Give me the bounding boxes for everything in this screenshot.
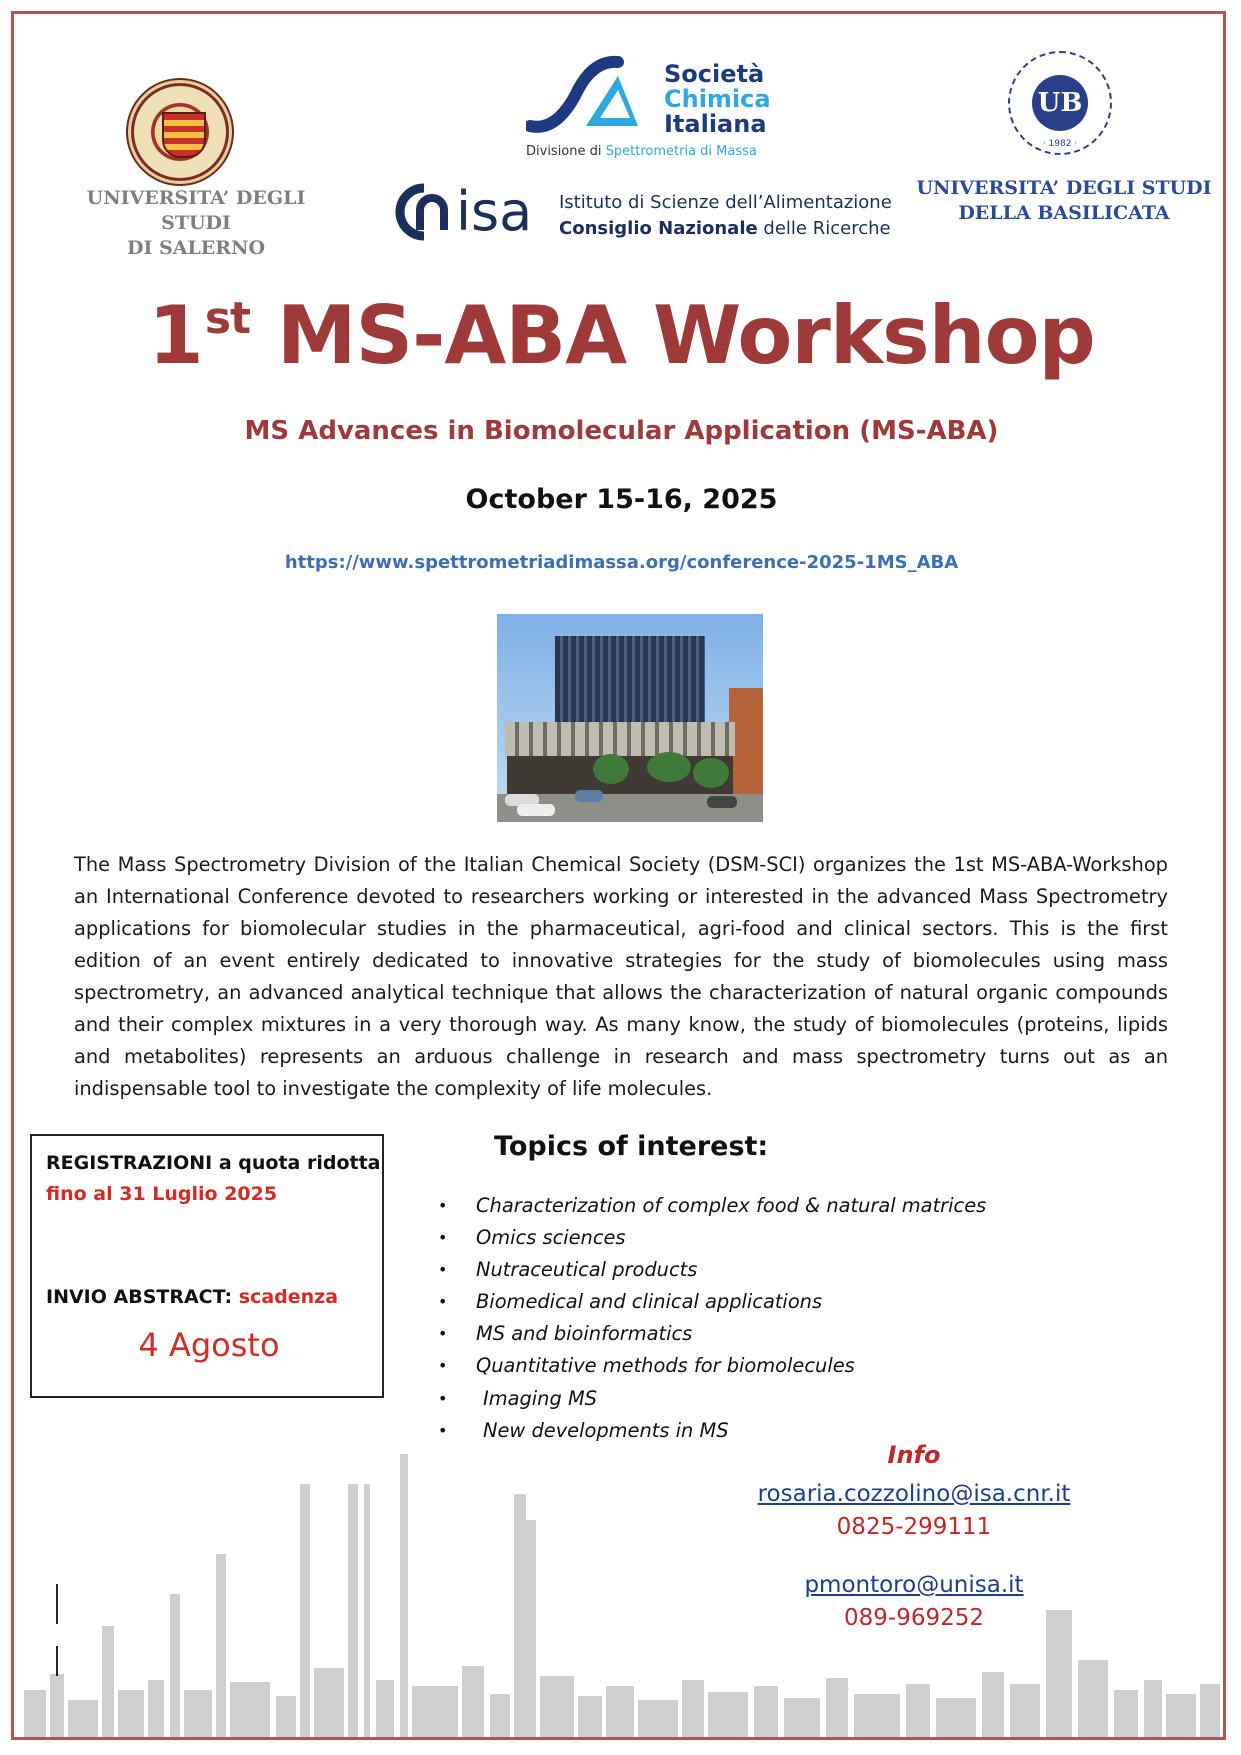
topic-item — [434, 1222, 986, 1254]
topic-label: Imaging MS — [483, 1386, 597, 1410]
poster — [11, 11, 1226, 1740]
registration-line-2: fino al 31 Luglio 2025 — [46, 1183, 278, 1205]
bullet-icon: • — [438, 1356, 448, 1376]
contact-phone-1: 0825-299111 — [836, 1514, 992, 1540]
sci-name-line-2: Chimica — [664, 85, 771, 113]
contact-email-2-link[interactable]: pmontoro@unisa.it — [804, 1572, 1024, 1598]
event-title-rest: MS-ABA Workshop — [250, 289, 1095, 382]
bullet-icon: • — [438, 1324, 448, 1344]
abstract-deadline-label — [46, 1286, 338, 1308]
building-photo — [497, 614, 763, 822]
topic-item — [434, 1383, 986, 1415]
topic-item — [434, 1254, 986, 1286]
sci-name — [664, 62, 771, 137]
topic-label: Biomedical and clinical applications — [476, 1290, 823, 1314]
event-title-ordinal: st — [204, 293, 251, 344]
contact-email-1-link[interactable]: rosaria.cozzolino@isa.cnr.it — [757, 1481, 1071, 1507]
contact-phone-2: 089-969252 — [844, 1605, 984, 1631]
topics-list — [434, 1190, 986, 1447]
sci-division-highlight: Spettrometria di Massa — [605, 144, 757, 159]
event-title-number: 1 — [148, 289, 203, 382]
unibas-name — [914, 176, 1214, 226]
info-heading: Info — [887, 1441, 941, 1469]
sci-division-prefix: Divisione di — [526, 144, 606, 159]
topic-label: Omics sciences — [476, 1226, 626, 1250]
unibas-monogram: UB — [1032, 75, 1088, 131]
abstract-label: INVIO ABSTRACT: — [46, 1286, 239, 1308]
topic-label: MS and bioinformatics — [476, 1322, 693, 1346]
isa-name-line-2-bold: Consiglio Nazionale — [559, 218, 758, 239]
topic-item — [434, 1286, 986, 1318]
event-description: The Mass Spectrometry Division of the Italian Chemical Society (DSM-SCI) organizes the 1st MS-ABA-Workshop an International Conference devoted to researchers working or interested in the advanced Mass Spectrometry applications for biomolecular studies in the pharmaceutical, agri-food and clinical sectors. This is the first edition of an event entirely dedicated to innovative strategies for the study of biomolecules using mass spectrometry, an advanced analytical technique that allows the characterization of natural organic compounds and their complex mixtures in a very thorough way. As many know, the study of biomolecules (proteins, lipids and metabolites) represents an arduous challenge in research and mass spectrometry turns out as an indispensable tool to investigate the complexity of life molecules. — [74, 853, 1168, 1100]
isa-name — [559, 190, 892, 242]
event-title — [14, 269, 1226, 386]
bullet-icon: • — [438, 1228, 448, 1248]
bullet-icon: • — [438, 1420, 448, 1440]
abstract-deadline-word: scadenza — [238, 1286, 339, 1308]
topics-title: Topics of interest: — [494, 1131, 769, 1162]
isa-mark-text: isa — [456, 180, 533, 242]
event-url-link[interactable]: https://www.spettrometriadimassa.org/conference-2025-1MS_ABA — [284, 552, 959, 573]
bullet-icon: • — [438, 1196, 448, 1215]
topic-label: Nutraceutical products — [476, 1258, 698, 1282]
isa-cnr-logo-mark — [394, 180, 550, 242]
sci-logo-mark — [526, 54, 644, 144]
topic-item — [434, 1350, 986, 1382]
unibas-year: · 1982 · — [1042, 139, 1078, 149]
isa-name-line-1: Istituto di Scienze dell’Alimentazione — [559, 192, 892, 213]
unibas-name-line-2: DELLA BASILICATA — [958, 202, 1170, 224]
registration-box — [30, 1134, 384, 1398]
abstract-deadline-date: 4 Agosto — [138, 1326, 280, 1364]
unibas-seal-logo — [1008, 51, 1112, 155]
sci-division — [526, 144, 757, 159]
sci-name-line-1: Società — [664, 60, 765, 88]
unisa-seal-logo — [126, 78, 234, 186]
bullet-icon: • — [438, 1292, 448, 1312]
bullet-icon: • — [438, 1388, 448, 1408]
unisa-name-line-1: UNIVERSITA’ DEGLI STUDI — [86, 187, 306, 234]
topic-label: New developments in MS — [483, 1418, 729, 1442]
event-subtitle: MS Advances in Biomolecular Application (MS-ABA) — [244, 416, 999, 446]
unibas-name-line-1: UNIVERSITA’ DEGLI STUDI — [916, 177, 1212, 199]
isa-name-line-2-rest: delle Ricerche — [757, 218, 891, 239]
sci-name-line-3: Italiana — [664, 110, 767, 138]
topic-label: Quantitative methods for biomolecules — [476, 1354, 855, 1378]
registration-line-1: REGISTRAZIONI a quota ridotta — [46, 1152, 381, 1174]
event-date: October 15-16, 2025 — [465, 484, 778, 515]
topic-label: Characterization of complex food & natural matrices — [476, 1194, 987, 1217]
topic-item — [434, 1318, 986, 1350]
unisa-name-line-2: DI SALERNO — [127, 237, 265, 259]
unisa-name — [50, 186, 342, 261]
bullet-icon: • — [438, 1260, 448, 1280]
topic-item — [434, 1190, 986, 1222]
isa-name-line-2 — [559, 216, 892, 242]
